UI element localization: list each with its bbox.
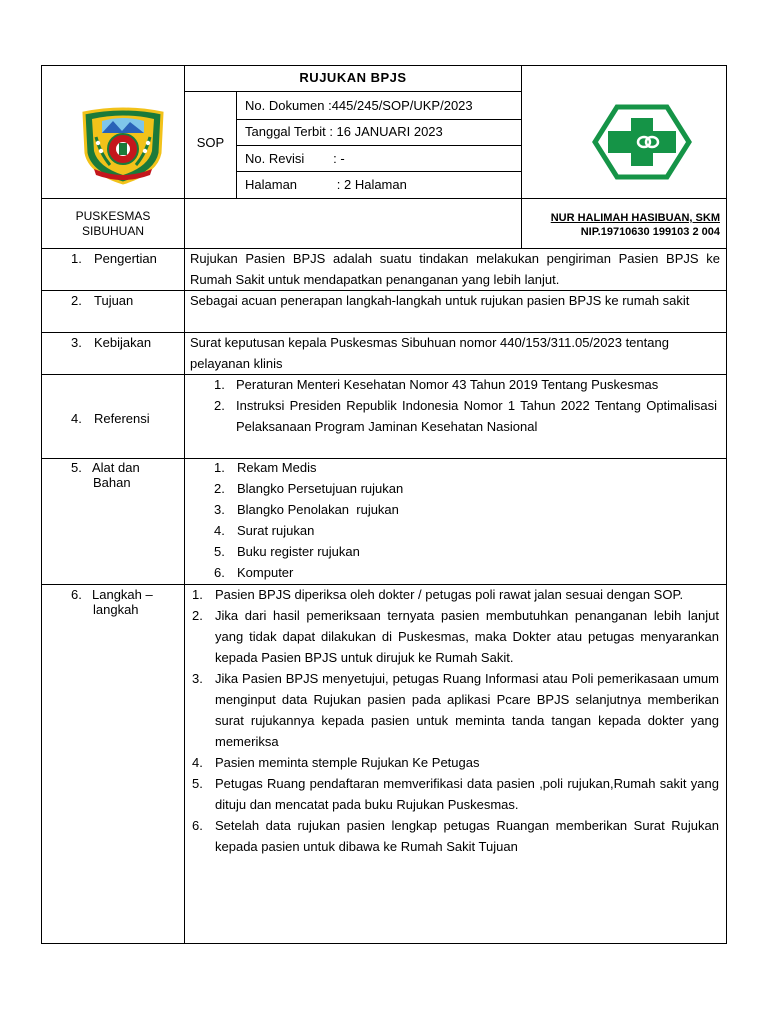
item-number: 1.: [214, 377, 225, 392]
row-divider: [236, 171, 522, 172]
section-number: 4.: [71, 411, 82, 426]
label-column-divider: [184, 248, 185, 944]
item-number: 1.: [214, 460, 225, 475]
list-item: [192, 815, 719, 857]
list-item: [192, 668, 719, 752]
item-number: 3.: [214, 502, 225, 517]
list-item: [192, 584, 719, 605]
list-item: [192, 752, 719, 773]
item-text: Surat rujukan: [237, 523, 315, 538]
list-item: [214, 374, 717, 395]
langkah-list: [192, 584, 719, 857]
item-text: Pasien meminta stemple Rujukan Ke Petugas: [215, 755, 480, 770]
item-number: 4.: [214, 523, 225, 538]
institution-name: [42, 209, 184, 239]
item-text: Komputer: [237, 565, 294, 580]
list-item: [214, 520, 717, 541]
tujuan-text: Sebagai acuan penerapan langkah-langkah untuk rujukan pasien BPJS ke rumah sakit: [190, 293, 690, 308]
section-label-pengertian: [71, 251, 157, 266]
item-number: 2.: [192, 608, 203, 623]
item-number: 2.: [214, 481, 225, 496]
referensi-list: [214, 374, 717, 437]
left-logo-cell-divider: [184, 65, 185, 199]
issue-date: Tanggal Terbit : 16 JANUARI 2023: [245, 124, 443, 139]
institution-line-1: PUSKESMAS: [75, 209, 151, 223]
item-text: Jika dari hasil pemeriksaan ternyata pasien membutuhkan penanganan lebih lanjut yang tidak dapat dilakukan di Puskesmas, maka Dokter atau petugas menyarankan kepada Pasien BPJS untuk dirujuk ke Rumah Sakit.: [215, 608, 719, 665]
item-text: Instruksi Presiden Republik Indonesia Nomor 1 Tahun 2022 Tentang Optimalisasi Pelaksanaan Program Jaminan Kesehatan Nasional: [236, 398, 717, 434]
list-item: [214, 457, 717, 478]
item-number: 6.: [192, 818, 203, 833]
item-number: 4.: [192, 755, 203, 770]
list-item: [214, 541, 717, 562]
regional-emblem-icon: [80, 107, 166, 185]
item-text: Setelah data rujukan pasien lengkap petugas Ruangan memberikan Surat Rujukan kepada pasien untuk dibawa ke Rumah Sakit Tujuan: [215, 818, 719, 854]
alat-list: [214, 457, 717, 583]
item-number: 2.: [214, 398, 225, 413]
section-title: Pengertian: [94, 251, 157, 266]
signer-name: NUR HALIMAH HASIBUAN, SKM: [550, 212, 720, 224]
row-divider: [236, 145, 522, 146]
item-text: Blangko Persetujuan rujukan: [237, 481, 404, 496]
signer-nip: NIP.19710630 199103 2 004: [580, 226, 720, 238]
item-text: Petugas Ruang pendaftaran memverifikasi data pasien ,poli rujukan,Rumah sakit yang dituju dan mencatat pada buku Rujukan Puskesmas.: [215, 776, 719, 812]
section-title-line-1: Alat dan: [92, 460, 140, 475]
identity-left-divider: [184, 198, 185, 249]
item-number: 3.: [192, 671, 203, 686]
section-label-langkah: [71, 587, 153, 617]
title-row-divider: [184, 91, 522, 92]
section-label-kebijakan: [71, 335, 151, 350]
section-number: 1.: [71, 251, 82, 266]
signer-block: [522, 211, 726, 239]
right-logo-cell-divider: [521, 65, 522, 199]
section-label-alat: [71, 460, 140, 490]
puskesmas-logo-icon: [592, 104, 692, 180]
section-title: Referensi: [94, 411, 150, 426]
item-text: Jika Pasien BPJS menyetujui, petugas Ruang Informasi atau Poli pemerikasaan umum menginput data Rujukan pasien pada aplikasi Pcare BPJS selanjutnya memberikan surat rujukannya kepada pasien untuk meminta tanda tangan kepada dokter yang memeriksa: [215, 671, 719, 749]
list-item: [214, 395, 717, 437]
section-number: 2.: [71, 293, 82, 308]
item-text: Buku register rujukan: [237, 544, 360, 559]
pengertian-text: Rujukan Pasien BPJS adalah suatu tindakan melakukan pengiriman Pasien BPJS ke Rumah Sakit untuk mendapatkan penanganan yang lebih lanjut.: [190, 251, 720, 287]
item-text: Pasien BPJS diperiksa oleh dokter / petugas poli rawat jalan sesuai dengan SOP.: [215, 587, 684, 602]
item-number: 5.: [192, 776, 203, 791]
section-label-referensi: [71, 411, 150, 426]
item-number: 5.: [214, 544, 225, 559]
list-item: [214, 562, 717, 583]
document-title: RUJUKAN BPJS: [299, 70, 407, 85]
item-text: Peraturan Menteri Kesehatan Nomor 43 Tahun 2019 Tentang Puskesmas: [236, 377, 659, 392]
list-item: [192, 605, 719, 668]
section-title-line-2: Bahan: [93, 475, 131, 490]
section-number: 3.: [71, 335, 82, 350]
list-item: [214, 499, 717, 520]
page-count: Halaman : 2 Halaman: [245, 177, 407, 192]
sop-label: SOP: [196, 135, 225, 150]
document-number: No. Dokumen :445/245/SOP/UKP/2023: [245, 98, 473, 113]
item-number: 1.: [192, 587, 203, 602]
list-item: [192, 773, 719, 815]
section-label-tujuan: [71, 293, 133, 308]
kebijakan-text: Surat keputusan kepala Puskesmas Sibuhuan nomor 440/153/311.05/2023 tentang pelayanan klinis: [190, 335, 669, 371]
section-title-line-1: Langkah –: [92, 587, 153, 602]
revision-number: No. Revisi : -: [245, 151, 345, 166]
list-item: [214, 478, 717, 499]
row-divider: [236, 119, 522, 120]
item-number: 6.: [214, 565, 225, 580]
section-title-line-2: langkah: [93, 602, 139, 617]
institution-line-2: SIBUHUAN: [81, 224, 144, 238]
section-title: Tujuan: [94, 293, 134, 308]
section-number: 5.: [71, 460, 82, 475]
item-text: Blangko Penolakan rujukan: [237, 502, 399, 517]
section-number: 6.: [71, 587, 82, 602]
item-text: Rekam Medis: [237, 460, 317, 475]
section-title: Kebijakan: [94, 335, 152, 350]
